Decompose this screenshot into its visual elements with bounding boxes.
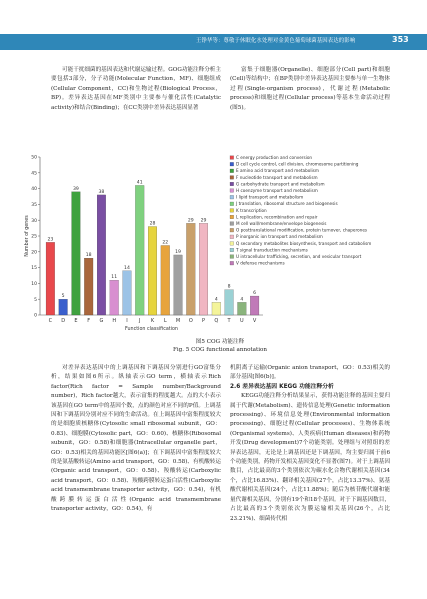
bar-H [110, 280, 119, 315]
legend-swatch [230, 202, 234, 206]
x-tick-label-G: G [99, 318, 104, 324]
figure-caption-en: Fig. 5 COG functional annotation [172, 347, 268, 353]
bar-Q [212, 302, 221, 315]
legend-swatch [230, 169, 234, 173]
legend-entry: I lipid transport and metabolism [236, 194, 304, 200]
x-tick-label-K: K [150, 318, 155, 324]
x-tick-label-Q: Q [214, 318, 219, 324]
bar-L [161, 245, 170, 315]
cog-bar-chart [20, 145, 420, 335]
bar-I [123, 271, 132, 315]
x-tick-label-T: T [227, 318, 231, 324]
legend-swatch [230, 228, 234, 232]
data-label-G: 38 [98, 189, 105, 195]
bar-T [225, 290, 234, 315]
y-tick-label: 50 [31, 155, 37, 161]
legend-entry: P inorganic ion transport and metabolism [236, 234, 323, 240]
legend-entry: M cell wall/membrane/envelope biogenesis [236, 221, 327, 226]
bar-U [238, 302, 247, 315]
x-tick-label-L: L [163, 318, 167, 324]
legend-swatch [230, 215, 234, 219]
legend-swatch [230, 235, 234, 239]
legend-swatch [230, 189, 234, 193]
legend-entry: E amino acid transport and metabolism [236, 168, 319, 174]
data-label-U: 4 [240, 297, 244, 303]
y-tick-label: 25 [31, 234, 37, 240]
legend-swatch [230, 255, 234, 259]
bar-J [135, 185, 144, 315]
y-tick-label: 0 [34, 313, 37, 319]
data-label-F: 18 [85, 253, 92, 259]
y-axis-label: Number of genes [25, 215, 30, 257]
data-label-V: 6 [253, 291, 257, 297]
right-column-bottom [230, 364, 390, 524]
right-column-top [230, 66, 390, 113]
legend-swatch [230, 222, 234, 226]
x-tick-label-O: O [188, 318, 193, 324]
x-tick-label-M: M [175, 318, 181, 324]
data-label-K: 28 [149, 221, 156, 227]
x-tick-label-P: P [202, 318, 206, 324]
left-column-top [51, 66, 221, 113]
legend-swatch [230, 162, 234, 166]
x-tick-label-J: J [138, 318, 141, 324]
legend-entry: K transcription [236, 207, 267, 213]
paragraph: 富集于细胞器(Organelle)、细胞部分(Cell part)和细胞(Cell)等结构中；在BP类别中差异表达基因主要参与单一生物体过程(Single-organism process)，代谢过程(Metabolic process)和细胞过程(Cellular process)等基本生命活动过程(图5)。 [230, 67, 390, 111]
data-label-J: 41 [136, 180, 143, 186]
legend-swatch [230, 182, 234, 186]
bar-C [46, 242, 55, 315]
y-tick-label: 45 [31, 171, 37, 177]
data-label-O: 29 [187, 218, 194, 224]
legend-entry: J translation, ribosomal structure and biogenesis [236, 201, 338, 207]
data-label-D: 5 [61, 294, 65, 300]
bar-V [250, 296, 259, 315]
x-tick-label-I: I [126, 318, 128, 324]
legend-entry: D cell cycle control, cell division, chromosome partitioning [236, 161, 359, 167]
bar-D [59, 299, 68, 315]
bar-G [97, 195, 106, 315]
legend-entry: H coenzyme transport and metabolism [236, 188, 318, 193]
data-label-I: 14 [124, 265, 130, 271]
y-tick-label: 20 [31, 250, 37, 256]
legend-swatch [230, 156, 234, 160]
data-label-T: 8 [227, 284, 231, 290]
x-tick-label-V: V [252, 318, 257, 324]
legend-entry: C energy production and conversion [236, 155, 313, 160]
x-tick-label-C: C [48, 318, 53, 324]
data-label-H: 11 [111, 275, 118, 281]
bar-F [84, 258, 93, 315]
y-tick-label: 40 [31, 187, 37, 193]
legend-entry: F nucleotide transport and metabolism [236, 174, 318, 180]
bar-K [148, 227, 157, 315]
legend-swatch [230, 242, 234, 246]
data-label-C: 23 [47, 237, 54, 243]
legend-entry: T signal transduction mechanisms [236, 247, 308, 253]
legend-swatch [230, 209, 234, 213]
figure-5 [20, 145, 420, 360]
data-label-Q: 4 [214, 297, 218, 303]
legend-entry: L replication, recombination and repair [236, 214, 318, 220]
bar-O [186, 223, 195, 315]
y-tick-label: 15 [31, 266, 37, 272]
bar-M [174, 255, 183, 315]
running-header-title: 王铮华等：尊敬于休眠化水处理对金黄色葡萄球菌基因表达的影响 [196, 38, 356, 44]
legend-swatch [230, 176, 234, 180]
x-tick-label-E: E [74, 318, 78, 324]
paragraph: 对差异表达基因中的上调基因和下调基因分别进行GO富集分析，结果如图6所示。纵轴表示GO term，横轴表示Rich factor(Rich factor = Sample number/Background number)，Rich factor越大，表示富集的程度越大。点的大小表示该基因在GO term中的基因个数，点的颜色对应不同的P值。上调基因和下调基因分别对应不同的生命活动。在上调基因中富集程度较大的是细胞质核糖体(Cytosolic small ribosomal subunit，GO：0.83)、细胞膜(Cytosolic part，GO：0.60)、核糖体(Ribosomal subunit，GO：0.58)和细胞器(Intracellular organelle part，GO：0.53)相关的基因功能区[图6(a)]；在下调基因中富集程度较大的是氨基酸转运(Amino acid transport，GO：0.58)、有机酸转运(Organic acid transport，GO：0.58)、羧酸转运(Carboxylic acid transport，GO：0.58)、羧酸跨膜转运蛋白活性(Carboxylic acid transmembrane transporter activity，GO：0.54)，有机酸跨膜转运蛋白活性(Organic acid transmembrane transporter activity，GO：0.54)，有 [51, 365, 221, 513]
data-label-E: 39 [72, 186, 79, 192]
figure-caption-cn: 图5 COG 功能注释 [195, 339, 245, 345]
paragraph: 机阴离子运输(Organic anion transport，GO：0.53)相关的部分基因[图6(b)]。 [230, 365, 390, 381]
data-label-L: 22 [162, 240, 169, 246]
x-axis-label: Function classification [125, 327, 178, 332]
page-number: 353 [392, 35, 409, 44]
legend-entry: Q secondary metabolites biosynthesis, transport and catabolism [236, 240, 372, 246]
legend-entry: U intracellular trafficking, secretion, and vesicular transport [236, 254, 362, 259]
y-tick-label: 5 [34, 297, 37, 303]
data-label-M: 19 [175, 249, 181, 255]
legend-swatch [230, 195, 234, 199]
x-tick-label-F: F [87, 318, 91, 324]
y-tick-label: 10 [31, 282, 37, 287]
y-tick-label: 35 [31, 203, 37, 208]
left-column-bottom [51, 364, 221, 515]
x-tick-label-U: U [240, 318, 244, 324]
section-heading: 2.6 差异表达基因 KEGG 功能注释分析 [230, 383, 334, 390]
bar-E [72, 192, 81, 315]
x-tick-label-D: D [61, 318, 66, 324]
x-tick-label-H: H [112, 318, 117, 324]
bar-P [199, 223, 208, 315]
legend-entry: G carbohydrate transport and metabolism [236, 181, 325, 187]
paragraph: 可能干扰细菌的基因表达和代谢运输过程。GOG功能注释分析主要包括3部分，分子功能(Molecular Function，MF)、细胞组成(Cellular Component，CC)和生物过程(Biological Process，BP)。差异表达基因在MF类别中主要参与催化活性(Catalytic activity)和结合(Binding)；在CC类别中差异表达基因显著 [51, 67, 221, 111]
y-tick-label: 30 [31, 218, 37, 224]
paragraph: KEGG功能注释分析结果显示，获得功能注释的基因主要归属于代谢(Metabolism)、遗传信息处理(Genetic information processing)、环境信息处理(Environmental information processing)、细胞过程(Cellular processes)、生物体系统(Organismal systems)、人类疾病(Human diseases)和药物开发(Drug development)7个功能类别。处理组与对照组的差异表达基因，无论是上调基因还是下调基因，均主要归属于前6个功能类别，药物开发相关基因变化不显著(图7)。对于上调基因数目，占比最高的3个类别依次为碳水化合物代谢相关基因(34个，占比16.83%)、翻译相关基因(27个，占比13.37%)、氨基酸代谢相关基因(24个，占比11.88%)；随后为核苷酸代谢和能量代谢相关基因，分别有19个和18个基因。对于下调基因数目，占比最高的3个类别依次为膜运输相关基因(26个，占比23.21%)、细菌传代相 [230, 393, 390, 522]
legend-swatch [230, 248, 234, 252]
legend-entry: O posttranslational modification, protein turnover, chaperones [236, 227, 368, 233]
data-label-P: 29 [200, 218, 207, 224]
legend-swatch [230, 261, 234, 265]
legend-entry: V defense mechanisms [236, 260, 285, 266]
